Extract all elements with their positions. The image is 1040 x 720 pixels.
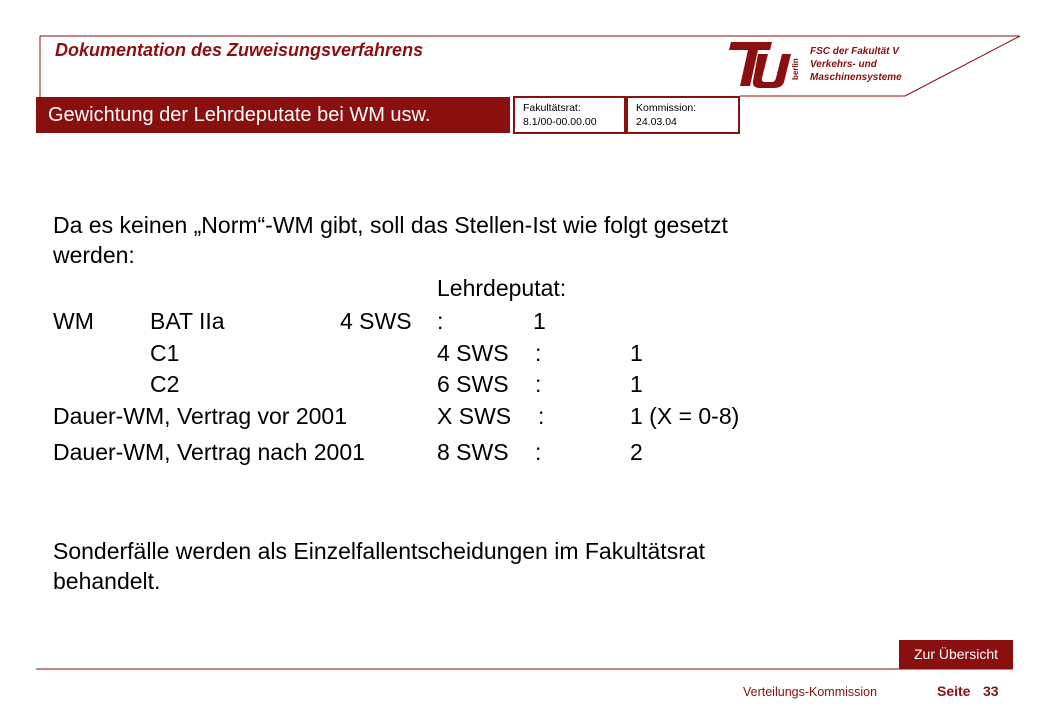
slide-title-banner: Gewichtung der Lehrdeputate bei WM usw. <box>36 97 510 133</box>
row-3-colon: : <box>535 371 542 397</box>
row-1-colon: : <box>437 308 444 334</box>
intro-line-1: Da es keinen „Norm“-WM gibt, soll das Stellen-Ist wie folgt gesetzt <box>53 212 728 238</box>
row-5-weight: 2 <box>630 439 643 465</box>
row-3-grade: C2 <box>150 371 180 397</box>
row-2-colon: : <box>535 340 542 366</box>
tu-berlin-logo <box>728 40 802 90</box>
row-1-sws: 4 SWS <box>340 308 412 334</box>
lehrdeputat-header: Lehrdeputat: <box>437 275 567 301</box>
kommission-value: 24.03.04 <box>636 116 677 128</box>
closing-line-2: behandelt. <box>53 568 161 594</box>
footer-page-number: 33 <box>983 683 999 699</box>
row-4-sws: X SWS <box>437 403 512 429</box>
footer-kommission: Verteilungs-Kommission <box>743 685 878 699</box>
row-3-weight: 1 <box>630 371 643 397</box>
fakultaetsrat-label: Fakultätsrat: <box>523 102 581 114</box>
row-4-type: Dauer-WM, Vertrag vor 2001 <box>53 403 348 429</box>
row-5-type: Dauer-WM, Vertrag nach 2001 <box>53 439 365 465</box>
row-3-sws: 6 SWS <box>437 371 509 397</box>
row-4-colon: : <box>538 403 545 429</box>
footer-seite-label: Seite <box>937 683 971 699</box>
faculty-line-1: FSC der Fakultät V <box>810 46 899 57</box>
zur-uebersicht-button[interactable]: Zur Übersicht <box>899 640 1013 669</box>
row-1-weight: 1 <box>533 308 546 334</box>
fakultaetsrat-value: 8.1/00-00.00.00 <box>523 116 597 128</box>
intro-line-2: werden: <box>53 242 135 268</box>
faculty-line-3: Maschinensysteme <box>810 72 902 83</box>
document-title: Dokumentation des Zuweisungsverfahrens <box>55 40 424 60</box>
row-5-colon: : <box>535 439 542 465</box>
kommission-label: Kommission: <box>636 102 697 114</box>
row-1-grade: BAT IIa <box>150 308 225 334</box>
faculty-line-2: Verkehrs- und <box>810 59 877 70</box>
row-1-type: WM <box>53 308 94 334</box>
row-2-weight: 1 <box>630 340 643 366</box>
row-4-weight: 1 (X = 0-8) <box>630 403 740 429</box>
row-2-grade: C1 <box>150 340 180 366</box>
kommission-box <box>626 96 740 134</box>
logo-berlin-text: berlin <box>791 58 800 80</box>
row-2-sws: 4 SWS <box>437 340 509 366</box>
faculty-label <box>810 45 902 84</box>
row-5-sws: 8 SWS <box>437 439 509 465</box>
header-diagonal-line <box>905 36 1020 96</box>
fakultaetsrat-box <box>513 96 626 134</box>
closing-line-1: Sonderfälle werden als Einzelfallentscheidungen im Fakultätsrat <box>53 538 706 564</box>
